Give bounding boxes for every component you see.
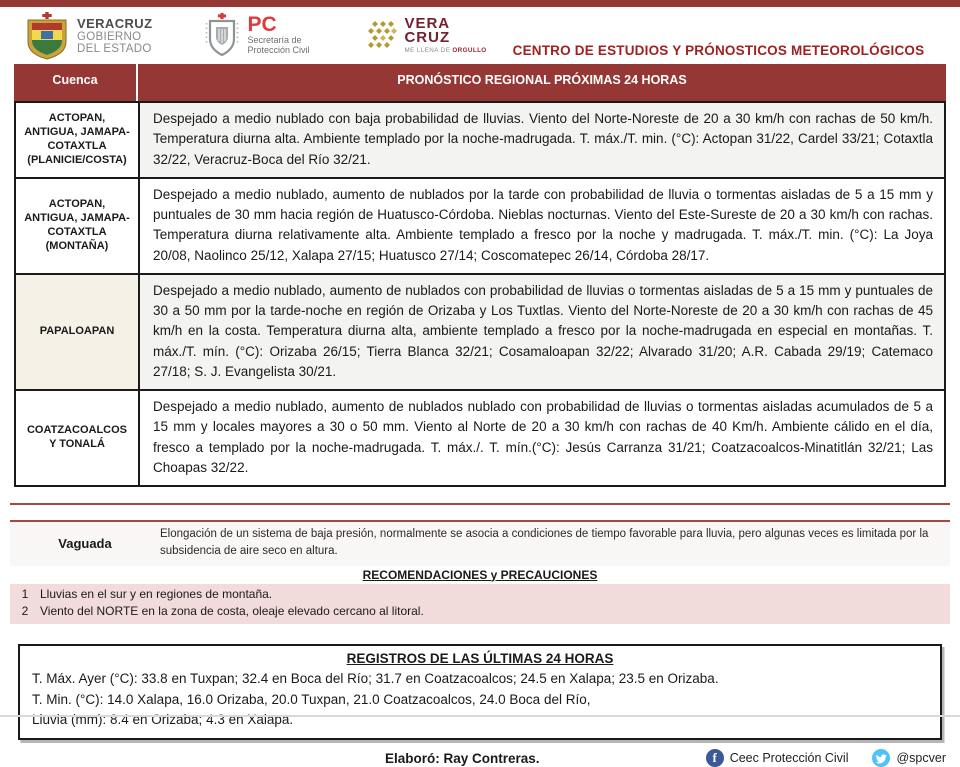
table-row bbox=[16, 273, 944, 389]
records-title: REGISTROS DE LAS ÚLTIMAS 24 HORAS bbox=[346, 651, 614, 667]
records-box bbox=[18, 644, 942, 740]
forecast-cell: Despejado a medio nublado, aumento de nublados por la tarde con probabilidad de lluvia o tormentas aisladas de 5 a 15 mm y puntuales de 30 mm hacia región de Huatusco-Córdoba. Nieblas nocturnas. Viento del Este-Sureste de 20 a 30 km/h con rachas. Temperatura diurna relativamente alta. Ambiente templado a fresco por la noche y madrugada. T. máx./T. min. (°C): La Joya 20/08, Naolinco 25/12, Xalapa 27/15; Huatusco 27/14; Coscomatepec 26/14, Córdoba 28/17. bbox=[140, 179, 944, 273]
recommendation-text: Lluvias en el sur y en regiones de montaña. bbox=[40, 586, 273, 601]
list-item bbox=[10, 603, 950, 620]
pc-shield-icon bbox=[204, 13, 240, 59]
recommendations-list bbox=[10, 584, 950, 625]
vaguada-description: Elongación de un sistema de baja presión, normalmente se asocia a condiciones de tiempo favorable para lluvia, pero algunas veces es limitada por la subsidencia de aire seco en altura. bbox=[160, 528, 929, 558]
list-item bbox=[10, 586, 950, 603]
forecast-cell: Despejado a medio nublado, aumento de nublados con probabilidad de lluvias o tormentas aisladas de 5 a 15 mm y puntuales de 30 a 50 mm por la tarde-noche en región de Orizaba y Los Tuxtlas. Viento del Norte-Noreste de 20 a 30 km/h con rachas de 45 km/h en la costa. Temperatura diurna alta, ambiente templado a fresco por la noche-madrugada en especial en montañas. T. máx./T. mín. (°C): Orizaba 26/15; Tierra Blanca 32/21; Cosamaloapan 32/22; Alvarado 31/20; A.R. Cabada 29/19; Catemaco 27/18; S. J. Evangelista 30/21. bbox=[140, 275, 944, 389]
state-government-logo bbox=[24, 12, 152, 60]
facebook-label: Ceec Protección Civil bbox=[729, 751, 849, 766]
records-line-min: T. Min. (°C): 14.0 Xalapa, 16.0 Orizaba, 20.0 Tuxpan, 21.0 Coatzacoalcos, 24.0 Boca del Río, bbox=[32, 691, 591, 707]
veracruz-brand-word2: CRUZ bbox=[404, 29, 451, 46]
veracruz-brand-logo bbox=[367, 17, 486, 54]
table-row bbox=[16, 103, 944, 177]
footer bbox=[0, 749, 960, 767]
veracruz-brand-word1: VERA bbox=[404, 15, 451, 33]
recommendation-number: 1 bbox=[21, 586, 29, 601]
twitter-link[interactable] bbox=[872, 749, 946, 767]
recommendation-number: 2 bbox=[21, 603, 29, 618]
recommendations-title: RECOMENDACIONES y PRECAUCIONES bbox=[362, 567, 598, 582]
top-accent-bar bbox=[0, 0, 960, 7]
state-logo-text bbox=[77, 16, 152, 55]
state-logo-line3: DEL ESTADO bbox=[77, 43, 152, 55]
twitter-label: @spcver bbox=[896, 751, 946, 766]
cuenca-cell: PAPALOAPAN bbox=[16, 275, 140, 389]
state-logo-line2: GOBIERNO bbox=[77, 30, 142, 43]
veracruz-brand-text bbox=[404, 17, 486, 54]
forecast-table-header bbox=[14, 64, 946, 101]
vaguada-section bbox=[10, 520, 950, 566]
cuenca-cell: ACTOPAN, ANTIGUA, JAMAPA-COTAXTLA (MONTAÑA) bbox=[16, 179, 140, 273]
veracruz-brand-tagline: ME LLENA DE ORGULLO bbox=[404, 46, 487, 54]
recommendation-text: Viento del NORTE en la zona de costa, oleaje elevado cercano al litoral. bbox=[40, 603, 424, 618]
facebook-icon: f bbox=[706, 749, 724, 767]
pc-logo-dept-line2: Protección Civil bbox=[247, 45, 310, 56]
bottom-separator-line bbox=[0, 715, 960, 717]
separator-line bbox=[10, 503, 950, 505]
table-row bbox=[16, 177, 944, 273]
twitter-icon bbox=[872, 749, 890, 767]
forecast-table-body bbox=[14, 101, 946, 487]
facebook-link[interactable] bbox=[706, 749, 849, 767]
cuenca-cell: ACTOPAN, ANTIGUA, JAMAPA-COTAXTLA (PLANICIE/COSTA) bbox=[16, 103, 140, 177]
forecast-table bbox=[14, 64, 946, 487]
forecast-cell: Despejado a medio nublado con baja probabilidad de lluvias. Viento del Norte-Noreste de 20 a 30 km/h con rachas de 50 km/h. Temperatura diurna alta. Ambiente templado por la noche-madrugada. T. máx./T. min. (°C): Actopan 31/22, Cardel 33/21; Cotaxtla 32/22, Veracruz-Boca del Río 32/21. bbox=[140, 103, 944, 177]
page-title: CENTRO DE ESTUDIOS Y PRÓNOSTICOS METEOROLÓGICOS bbox=[512, 43, 925, 58]
pc-logo-text bbox=[247, 12, 310, 57]
veracruz-diamonds-icon bbox=[367, 19, 397, 53]
pc-logo-dept-line1: Secretaría de bbox=[247, 34, 302, 45]
vaguada-label: Vaguada bbox=[58, 535, 112, 551]
social-links bbox=[706, 749, 946, 767]
masthead bbox=[0, 7, 960, 64]
table-row bbox=[16, 389, 944, 485]
forecast-cell: Despejado a medio nublado, aumento de nublados nublado con probabilidad de lluvias o tormentas aisladas acumulados de 5 a 15 mm y locales mayores a 30 o 50 mm. Viento al Norte de 20 a 30 km/h con rachas de 40 Km/h. Ambiente cálido en el día, fresco a templado por la noche-madrugada. T. máx./. T. mín.(°C): Jesús Carranza 31/21; Coatzacoalcos-Minatitlán 32/21; Las Choapas 32/22. bbox=[140, 391, 944, 485]
records-line-rain: Lluvia (mm): 8.4 en Orizaba; 4.3 en Xalapa. bbox=[32, 711, 294, 727]
cuenca-cell: COATZACOALCOS Y TONALÁ bbox=[16, 391, 140, 485]
state-logo-name: VERACRUZ bbox=[77, 15, 153, 31]
column-header-cuenca: Cuenca bbox=[14, 64, 138, 101]
proteccion-civil-logo bbox=[204, 13, 309, 59]
records-line-max: T. Máx. Ayer (°C): 33.8 en Tuxpan; 32.4 en Boca del Río; 31.7 en Coatzacoalcos; 24.5 en Xalapa; 23.5 en Orizaba. bbox=[32, 671, 719, 687]
column-header-forecast: PRONÓSTICO REGIONAL PRÓXIMAS 24 HORAS bbox=[397, 73, 687, 87]
pc-logo-abbr: PC bbox=[247, 12, 277, 36]
elaborated-by: Elaboró: Ray Contreras. bbox=[385, 750, 540, 766]
veracruz-coat-of-arms-icon bbox=[24, 12, 70, 60]
